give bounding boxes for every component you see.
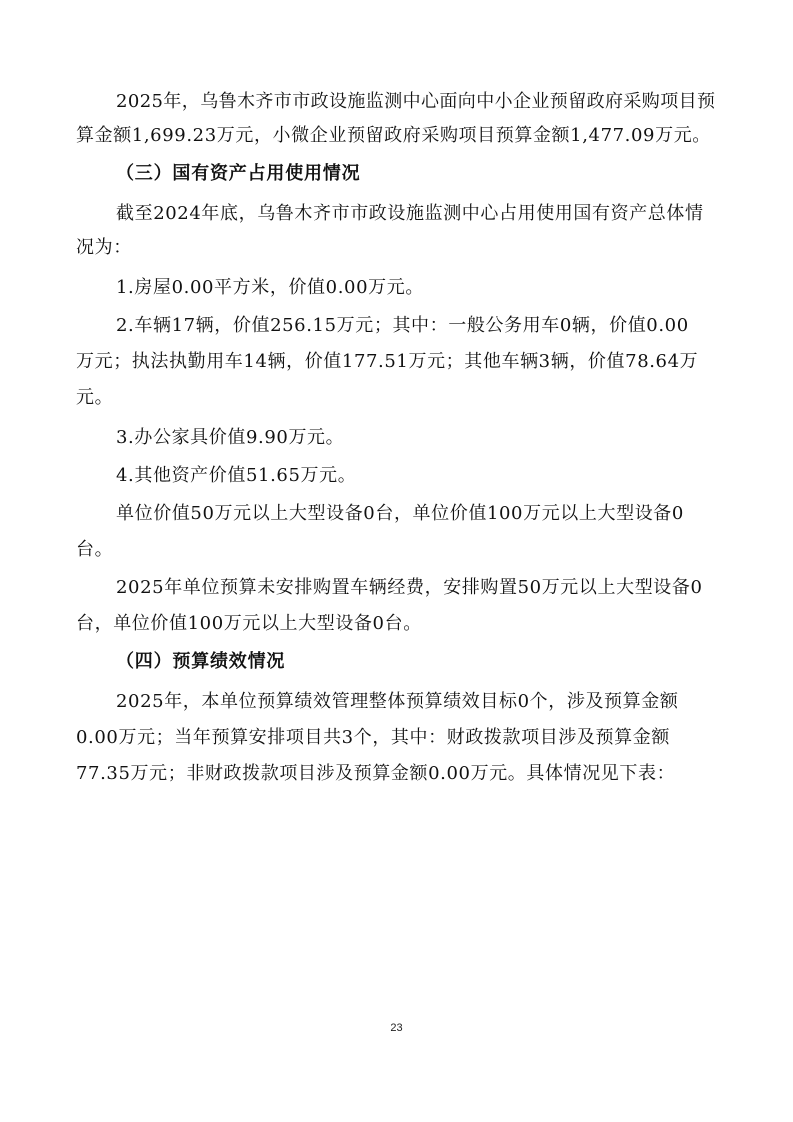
- paragraph-line: 2025年单位预算未安排购置车辆经费，安排购置50万元以上大型设备0: [116, 577, 703, 598]
- list-item-housing: 1.房屋0.00平方米，价值0.00万元。: [116, 277, 424, 298]
- list-item-furniture: 3.办公家具价值9.90万元。: [116, 427, 345, 448]
- paragraph-line: 单位价值50万元以上大型设备0台，单位价值100万元以上大型设备0: [116, 503, 684, 524]
- list-item-vehicles: 2.车辆17辆，价值256.15万元；其中：一般公务用车0辆，价值0.00: [116, 315, 689, 336]
- paragraph-line: 截至2024年底，乌鲁木齐市市政设施监测中心占用使用国有资产总体情: [116, 203, 704, 224]
- list-item-other-assets: 4.其他资产价值51.65万元。: [116, 465, 357, 486]
- paragraph-line: 2025年，本单位预算绩效管理整体预算绩效目标0个，涉及预算金额: [116, 691, 679, 712]
- paragraph-line: 台。: [76, 539, 114, 560]
- paragraph-line: 况为：: [76, 237, 132, 258]
- paragraph-line: 0.00万元；当年预算安排项目共3个，其中：财政拨款项目涉及预算金额: [76, 727, 670, 748]
- paragraph-line: 万元；执法执勤用车14辆，价值177.51万元；其他车辆3辆，价值78.64万: [76, 351, 699, 372]
- paragraph-line: 算金额1,699.23万元，小微企业预留政府采购项目预算金额1,477.09万元。: [76, 125, 711, 146]
- paragraph-line: 台，单位价值100万元以上大型设备0台。: [76, 613, 422, 634]
- paragraph-line: 元。: [76, 387, 114, 408]
- paragraph-line: 77.35万元；非财政拨款项目涉及预算金额0.00万元。具体情况见下表：: [76, 763, 676, 784]
- section-heading-assets: （三）国有资产占用使用情况: [116, 163, 361, 184]
- paragraph-line: 2025年，乌鲁木齐市市政设施监测中心面向中小企业预留政府采购项目预: [116, 91, 716, 112]
- page-number: 23: [390, 1022, 403, 1034]
- section-heading-performance: （四）预算绩效情况: [116, 651, 286, 672]
